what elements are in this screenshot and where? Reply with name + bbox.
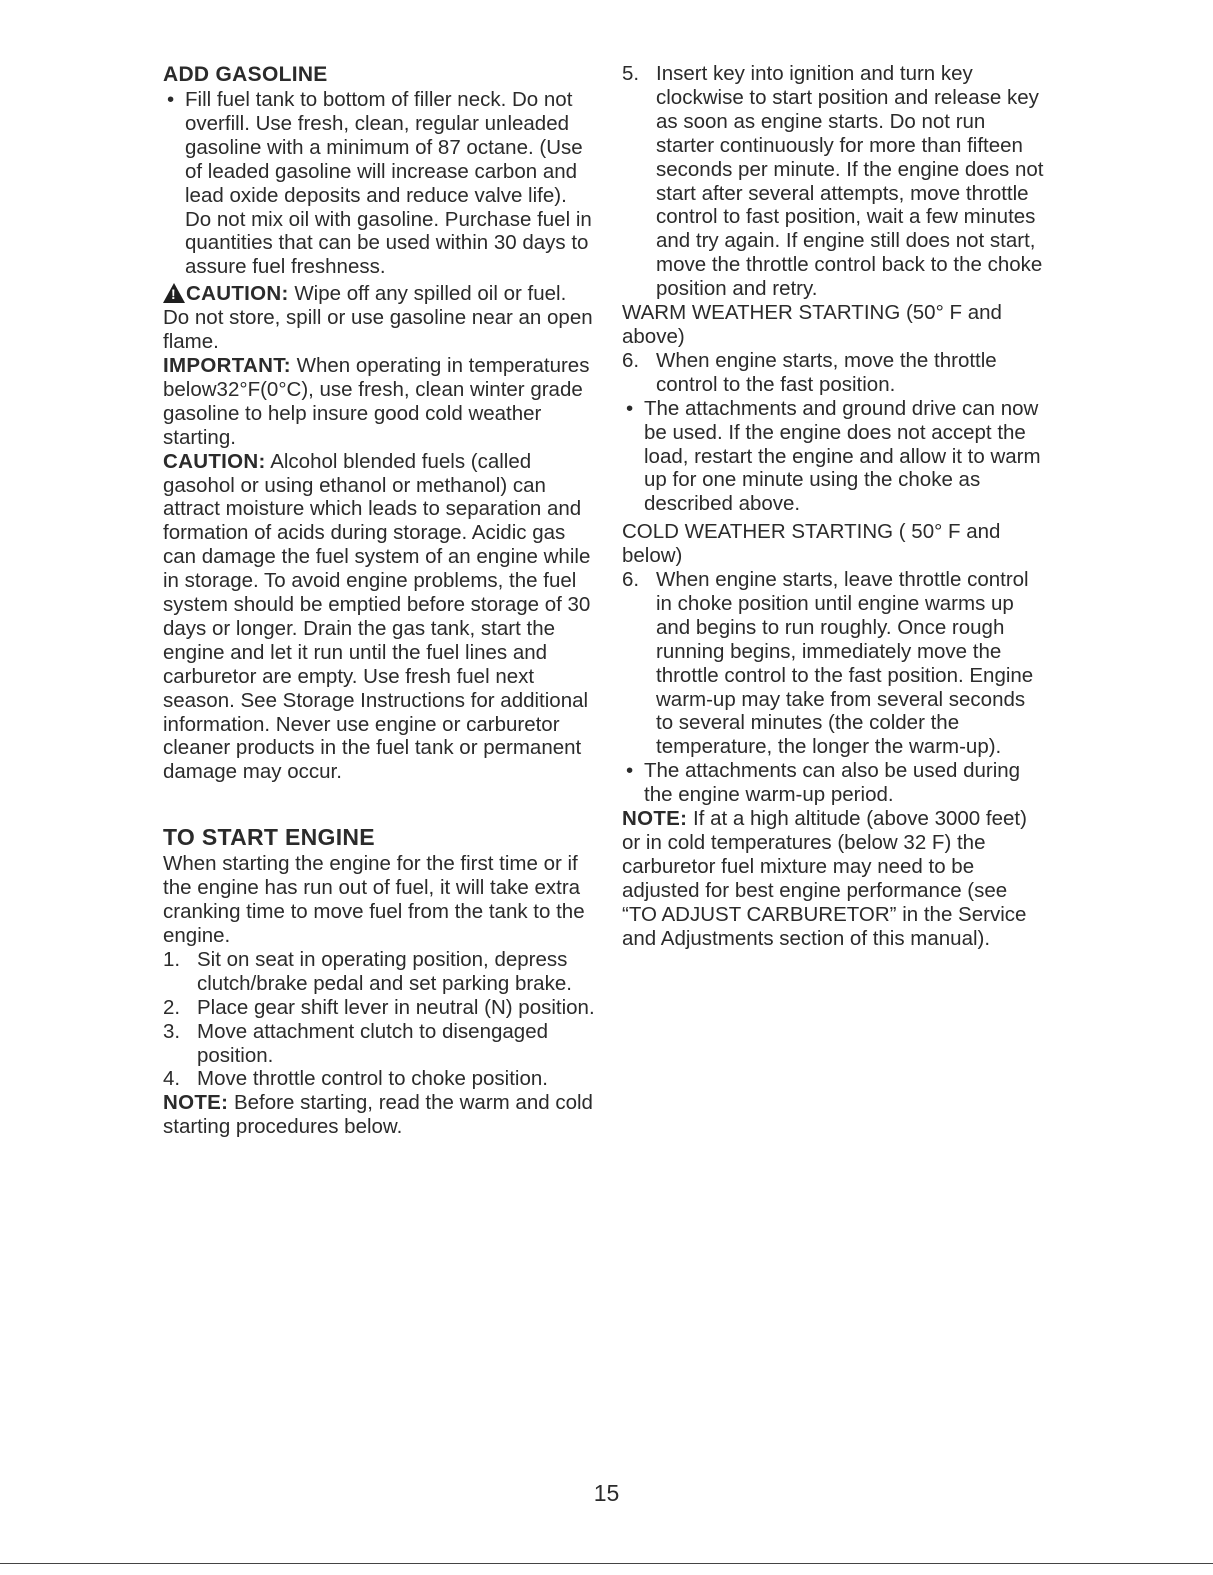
bullet-icon: • [167,88,175,111]
step-text: When engine starts, leave throttle control in choke position until engine warms up and begins to run roughly. Once rough running begins, immediately move the throttle control to the fast position. Engine warm-up may take from several seconds to several minutes (the colder the temperature, the longer the warm-up). [656,568,1034,759]
step-text: Move attachment clutch to disengaged position. [197,1019,548,1067]
step-number: 2. [163,995,181,1019]
step-text: Place gear shift lever in neutral (N) position. [197,995,595,1019]
start-note-text: Before starting, read the warm and cold starting procedures below. [163,1091,593,1139]
warm-weather-heading: WARM WEATHER STARTING (50° F and above) [622,301,1002,348]
page-number: 15 [593,1480,620,1506]
add-gasoline-bullet [163,88,595,279]
step-number: 3. [163,1019,181,1043]
add-gasoline-heading: ADD GASOLINE [163,63,328,86]
caution-label: CAUTION: [186,282,289,306]
warm-weather-bullet-text: The attachments and ground drive can now be used. If the engine does not accept the load, restart the engine and allow it to warm up for one minute using the choke as described above. [644,396,1041,516]
cold-weather-bullet-text: The attachments can also be used during the engine warm-up period. [644,759,1021,807]
caution-wipe-text: Wipe off any spilled oil or fuel. Do not store, spill or use gasoline near an open flame. [163,282,593,354]
altitude-note-paragraph [622,807,1046,950]
note-label: NOTE: [622,807,688,831]
step-text: When engine starts, move the throttle control to the fast position. [656,348,997,396]
bottom-rule [0,1563,1213,1564]
right-column [622,62,1046,951]
add-gasoline-bullet-text: Fill fuel tank to bottom of filler neck. Do not overfill. Use fresh, clean, regular unleaded gasoline with a minimum of 87 octane. (Use of leaded gasoline will increase carbon and lead oxide deposits and reduce valve life). Do not mix oil with gasoline. Purchase fuel in quantities that can be used within 30 days to assure fuel freshness. [185,88,592,279]
caution-label: CAUTION: [163,449,266,473]
caution-alcohol-text: Alcohol blended fuels (called gasohol or using ethanol or methanol) can attract moisture which leads to separation and formation of acids during storage. Acidic gas can damage the fuel system of an engine while in storage. To avoid engine problems, the fuel system should be emptied before storage of 30 days or longer. Drain the gas tank, start the engine and let it run until the fuel lines and carburetor are empty. Use fresh fuel next season. See Storage Instructions for additional information. Never use engine or carburetor cleaner products in the fuel tank or permanent damage may occur. [163,449,591,784]
important-label: IMPORTANT: [163,353,291,377]
step-item [163,1067,595,1091]
warning-triangle-icon [163,283,185,303]
step-number: 1. [163,947,181,971]
start-note-paragraph [163,1091,595,1139]
note-label: NOTE: [163,1091,229,1115]
caution-wipe-paragraph [163,282,595,354]
step-item [163,1020,595,1068]
step-item [622,568,1046,759]
bullet-icon: • [626,396,634,420]
caution-alcohol-paragraph [163,450,595,785]
important-paragraph [163,354,595,450]
cold-weather-heading: COLD WEATHER STARTING ( 50° F and below) [622,520,1001,568]
cold-weather-bullet [622,759,1046,807]
step-text: Sit on seat in operating position, depress clutch/brake pedal and set parking brake. [197,947,572,995]
important-text: When operating in temperatures below32°F(0°C), use fresh, clean winter grade gasoline to help insure good cold weather starting. [163,353,590,449]
step-text: Insert key into ignition and turn key clockwise to start position and release key as soon as engine starts. Do not run starter continuously for more than fifteen seconds per minute. If the engine does not start after several attempts, move throttle control to fast position, wait a few minutes and try again. If engine still does not start, move the throttle control back to the choke position and retry. [656,62,1044,301]
start-engine-heading: TO START ENGINE [163,824,375,851]
step-text: Move throttle control to choke position. [197,1067,548,1091]
start-engine-intro: When starting the engine for the first time or if the engine has run out of fuel, it will take extra cranking time to move fuel from the tank to the engine. [163,852,585,947]
bullet-icon: • [626,759,634,783]
step-item [163,948,595,996]
step-number: 4. [163,1067,181,1091]
warm-weather-bullet [622,397,1046,517]
step-number: 6. [622,568,640,592]
step-item [622,349,1046,397]
step-item [622,62,1046,301]
altitude-note-text: If at a high altitude (above 3000 feet) or in cold temperatures (below 32 F) the carburetor fuel mixture may need to be adjusted for best engine performance (see “TO ADJUST CARBURETOR” in the Service and Adjustments section of this manual). [622,807,1027,950]
left-column [163,62,595,1139]
step-item [163,996,595,1020]
step-number: 6. [622,348,640,372]
step-number: 5. [622,62,640,85]
